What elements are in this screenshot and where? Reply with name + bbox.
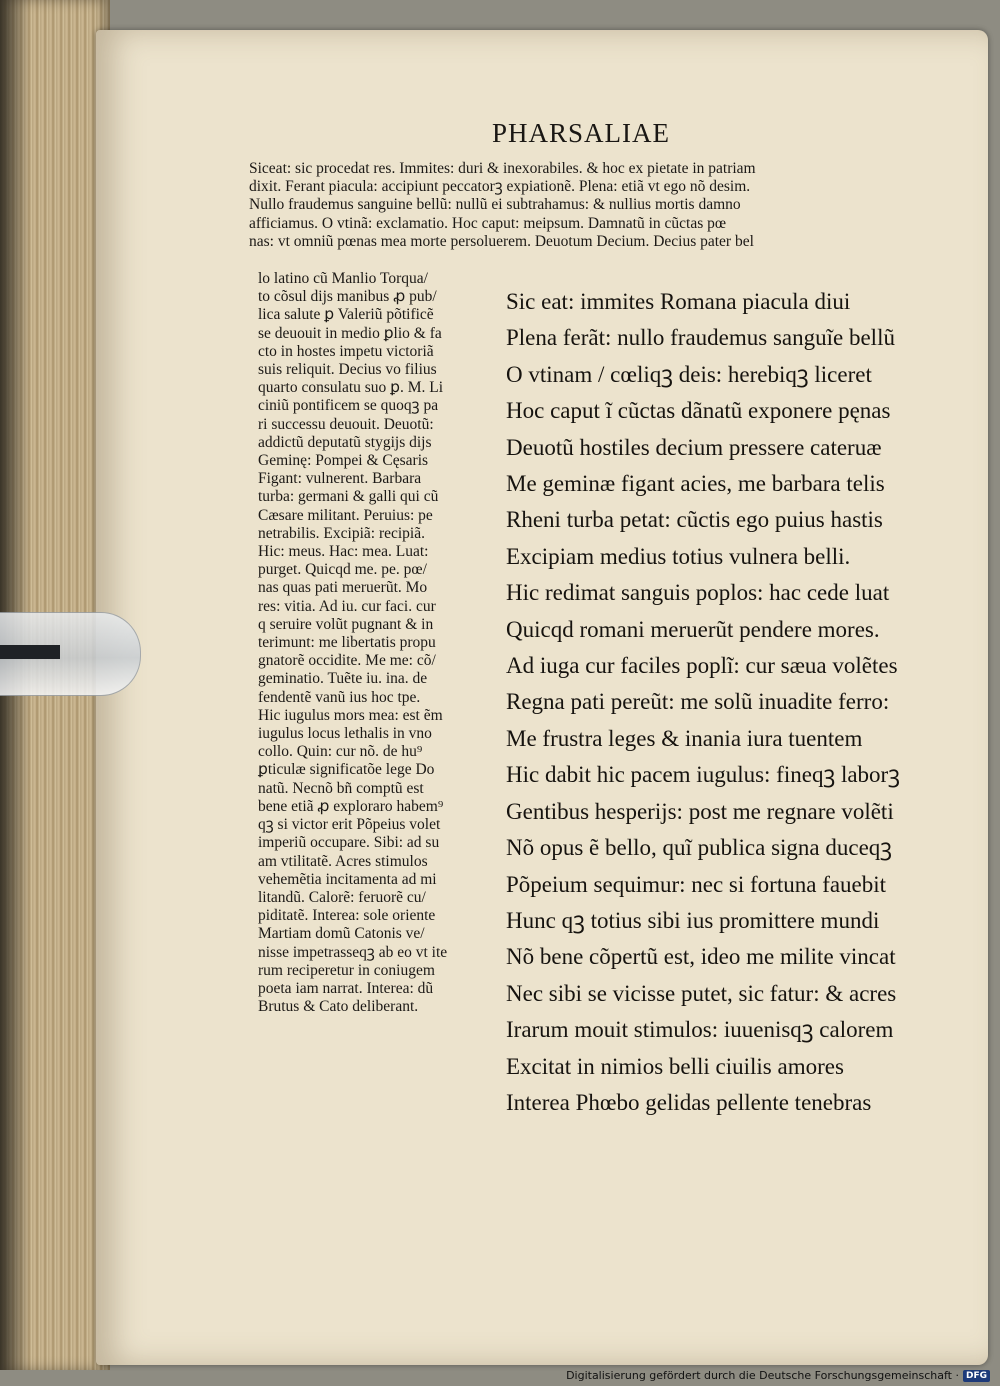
verse-line: Excitat in nimios belli ciuilis amores (506, 1053, 844, 1079)
commentary-line: collo. Quin: cur nõ. de hu⁹ (258, 743, 423, 761)
verse-line: O vtinam / cœliqꝫ deis: herebiqꝫ liceret (506, 361, 872, 387)
verse-line: Hic dabit hic pacem iugulus: fineqꝫ laborꝫ (506, 762, 900, 788)
commentary-line: Martiam domũ Catonis ve/ (258, 925, 425, 943)
verse-line: Hic redimat sanguis poplos: hac cede luat (506, 580, 890, 606)
commentary-line: se deuouit in medio ꝑlio & fa (258, 324, 442, 342)
verse-line: Põpeium sequimur: nec si fortuna fauebit (506, 871, 887, 897)
commentary-line: turba: germani & galli qui cũ (258, 488, 439, 506)
commentary-line: addictũ deputatũ stygijs dijs (258, 433, 432, 451)
dfg-logo-icon: DFG (963, 1370, 990, 1382)
commentary-line: dixit. Ferant piacula: accipiunt peccatorꝫ expiationẽ. Plena: etiã vt ego nõ desim. (249, 178, 751, 196)
commentary-line: Hic iugulus mors mea: est ẽm (258, 706, 443, 724)
commentary-line: rum reciperetur in coniugem (258, 961, 435, 979)
commentary-line: to cõsul dijs manibus ꝓ pub/ (258, 288, 437, 306)
commentary-line: imperiũ occupare. Sibi: ad su (258, 834, 440, 852)
verse-line: Me frustra leges & inania iura tuentem (506, 725, 863, 751)
commentary-line: Cæsare militant. Peruius: pe (258, 506, 433, 524)
commentary-line: q seruire volũt pugnant & in (258, 615, 434, 633)
commentary-line: am vtilitatẽ. Acres stimulos (258, 852, 428, 870)
footer-text: Digitalisierung gefördert durch die Deutsche Forschungsgemeinschaft · (566, 1369, 959, 1382)
commentary-line: afficiamus. O vtinã: exclamatio. Hoc caput: meipsum. Damnatũ in cũctas pœ (249, 214, 727, 232)
verse-line: Ad iuga cur faciles poplĩ: cur sæua volẽtes (506, 653, 898, 679)
commentary-line: vehemẽtia incitamenta ad mi (258, 870, 437, 888)
commentary-line: lo latino cũ Manlio Torqua/ (258, 270, 428, 287)
commentary-line: nas quas pati meruerũt. Mo (258, 579, 428, 597)
commentary-line: Nullo fraudemus sanguine bellũ: nullũ ei subtrahamus: & nullius mortis damno (249, 196, 741, 214)
commentary-line: ciniũ pontificem se quoqꝫ pa (258, 397, 439, 415)
verse-line: Quicqd romani meruerũt pendere mores. (506, 616, 880, 642)
commentary-line: Figant: vulnerent. Barbara (258, 470, 422, 488)
commentary-line: cto in hostes impetu victoriã (258, 342, 434, 360)
commentary-top (249, 160, 929, 251)
running-head: PHARSALIAE (492, 118, 671, 148)
commentary-line: Hic: meus. Hac: mea. Luat: (258, 543, 429, 561)
verse-line: Hoc caput ĩ cũctas dãnatũ exponere pęnas (506, 398, 891, 424)
verse-line: Me geminæ figant acies, me barbara telis (506, 471, 885, 497)
verse-line: Deuotũ hostiles decium pressere cateruæ (506, 434, 882, 460)
verse-line: Rheni turba petat: cũctis ego puius hastis (506, 507, 883, 533)
commentary-line: lica salute ꝑ Valeriũ põtificẽ (258, 306, 434, 324)
commentary-line: quarto consulatu suo ꝑ. M. Li (258, 379, 444, 397)
verse-line: Nec sibi se vicisse putet, sic fatur: & acres (506, 980, 897, 1006)
clip-band (0, 645, 60, 659)
commentary-line: piditatẽ. Interea: sole oriente (258, 907, 436, 925)
commentary-side (258, 270, 513, 1016)
verse-line: Sic eat: immites Romana piacula diui (506, 289, 851, 314)
commentary-line: geminatio. Tuẽte iu. ina. de (258, 670, 428, 688)
commentary-line: iugulus locus lethalis in vno (258, 725, 432, 743)
commentary-line: fendentẽ vanũ ius hoc tpe. (258, 688, 421, 706)
commentary-line: bene etiã ꝓ exploraro habem⁹ (258, 797, 444, 815)
commentary-line: suis reliquit. Decius vo filius (258, 361, 437, 379)
commentary-line: nas: vt omniũ pœnas mea morte persoluerem. Deuotum Decium. Decius pater bel (249, 232, 754, 250)
digitization-footer (566, 1369, 990, 1382)
verse-line: Regna pati pereũt: me solũ inuadite ferro: (506, 689, 890, 715)
commentary-line: res: vitia. Ad iu. cur faci. cur (258, 597, 436, 615)
verse-line: Interea Phœbo gelidas pellente tenebras (506, 1089, 872, 1115)
verse-line: Nõ opus ẽ bello, quĩ publica signa duceqꝫ (506, 835, 893, 861)
verse-line: Irarum mouit stimulos: iuuenisqꝫ calorem (506, 1017, 894, 1043)
commentary-line: purget. Quicqd me. pe. pœ/ (258, 561, 427, 579)
commentary-line: Brutus & Cato deliberant. (258, 998, 419, 1016)
commentary-line: Siceat: sic procedat res. Immites: duri & inexorabiles. & hoc ex pietate in patriam (249, 160, 756, 177)
commentary-line: netrabilis. Excipiã: recipiã. (258, 524, 425, 542)
verse-line: Excipiam medius totius vulnera belli. (506, 543, 851, 569)
verse-line: Nõ bene cõpertũ est, ideo me milite vincat (506, 944, 896, 970)
commentary-line: Geminę: Pompei & Cęsaris (258, 452, 429, 470)
commentary-line: litandũ. Calorẽ: feruorẽ cu/ (258, 888, 426, 906)
commentary-line: qꝫ si victor erit Põpeius volet (258, 816, 441, 834)
commentary-line: terimunt: me libertatis propu (258, 634, 436, 652)
commentary-line: natũ. Necnõ bñ comptũ est (258, 779, 424, 797)
verse-line: Hunc qꝫ totius sibi ius promittere mundi (506, 907, 880, 933)
commentary-line: gnatorẽ occidite. Me me: cõ/ (258, 652, 436, 670)
verse-line: Plena ferãt: nullo fraudemus sanguĩe bellũ (506, 325, 895, 351)
commentary-line: ri successu deuouit. Deuotũ: (258, 415, 434, 433)
commentary-line: nisse impetrasseqꝫ ab eo vt ite (258, 943, 448, 961)
verse-text (506, 284, 946, 1121)
commentary-line: poeta iam narrat. Interea: dũ (258, 979, 434, 997)
verse-line: Gentibus hesperijs: post me regnare volẽti (506, 798, 894, 824)
commentary-line: ꝑticulæ significatõe lege Do (258, 761, 435, 779)
